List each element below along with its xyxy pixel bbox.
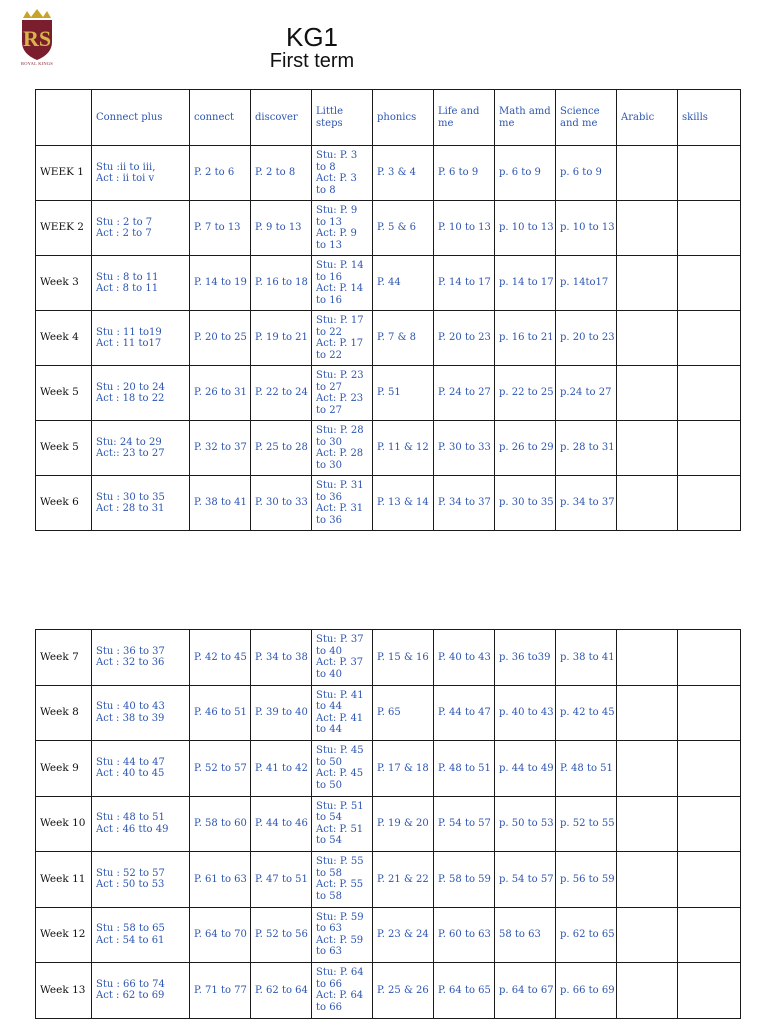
little-steps-cell-line: Stu: P. 31 [316,480,364,491]
connect-plus-cell-line: Act : 38 to 39 [96,712,165,724]
math-and-me-cell: p. 16 to 21 [495,311,556,366]
connect-plus-cell [92,963,190,1019]
little-steps-cell-line: to 16 [316,271,342,283]
connect-plus-cell-line: Act : 18 to 22 [96,393,165,404]
little-steps-cell-line: to 63 [316,946,342,958]
week-cell: WEEK 1 [36,146,92,201]
math-and-me-cell: p. 14 to 17 [495,256,556,311]
science-and-me-cell: p. 52 to 55 [556,796,617,852]
connect-cell: P. 26 to 31 [190,366,251,421]
little-steps-cell [312,852,373,908]
discover-cell: P. 41 to 42 [251,741,312,797]
table-row [36,907,741,963]
week-cell: Week 9 [36,741,92,797]
little-steps-cell-line: to 63 [316,923,342,935]
connect-plus-cell [92,311,190,366]
connect-plus-cell-line: Stu : 20 to 24 [96,381,165,393]
discover-cell: P. 25 to 28 [251,421,312,476]
little-steps-cell-line: Stu: P. 3 [316,150,358,161]
arabic-cell [617,796,678,852]
little-steps-cell-line: Act: P. 55 [316,879,364,891]
little-steps-cell [312,476,373,531]
discover-cell: P. 9 to 13 [251,201,312,256]
connect-plus-cell-line: Stu : 36 to 37 [96,645,165,657]
skills-cell [678,256,741,311]
little-steps-cell-line: to 30 [316,436,342,448]
phonics-cell: P. 51 [373,366,434,421]
phonics-cell: P. 21 & 22 [373,852,434,908]
connect-plus-cell-line: Act : 46 tto 49 [96,823,169,835]
phonics-cell: P. 65 [373,685,434,741]
phonics-cell: P. 15 & 16 [373,630,434,686]
table-row [36,963,741,1019]
skills-cell [678,366,741,421]
skills-cell [678,476,741,531]
arabic-cell [617,421,678,476]
week-cell: Week 4 [36,311,92,366]
connect-plus-cell-line: Stu : 52 to 57 [96,867,165,879]
science-and-me-cell: P. 48 to 51 [556,741,617,797]
science-and-me-cell: p. 56 to 59 [556,852,617,908]
little-steps-cell [312,366,373,421]
little-steps-cell-line: Act: P. 59 [316,934,364,946]
little-steps-cell [312,311,373,366]
skills-cell [678,741,741,797]
header-row [36,90,741,146]
little-steps-cell-line: Act: P. 14 [316,283,364,294]
little-steps-cell-line: to 13 [316,216,342,228]
phonics-cell: P. 44 [373,256,434,311]
little-steps-cell-line: Stu: P. 37 [316,634,364,646]
skills-cell [678,421,741,476]
phonics-cell: P. 23 & 24 [373,907,434,963]
table-row [36,796,741,852]
table-row [36,311,741,366]
little-steps-cell [312,421,373,476]
little-steps-cell-line: Act: P. 28 [316,448,364,459]
skills-cell [678,146,741,201]
math-and-me-cell: p. 22 to 25 [495,366,556,421]
skills-cell [678,796,741,852]
connect-cell: P. 46 to 51 [190,685,251,741]
discover-cell: P. 39 to 40 [251,685,312,741]
life-and-me-cell: P. 14 to 17 [434,256,495,311]
little-steps-cell-line: to 40 [316,645,342,657]
arabic-cell [617,366,678,421]
discover-cell: P. 22 to 24 [251,366,312,421]
school-logo [14,8,60,70]
little-steps-cell-line: to 50 [316,779,342,791]
connect-plus-cell [92,796,190,852]
skills-cell [678,963,741,1019]
discover-cell: P. 19 to 21 [251,311,312,366]
little-steps-cell [312,796,373,852]
little-steps-cell [312,685,373,741]
little-steps-cell-line: to 66 [316,978,342,990]
arabic-cell [617,630,678,686]
table-row [36,146,741,201]
connect-plus-cell [92,146,190,201]
week-cell: Week 8 [36,685,92,741]
discover-cell: P. 44 to 46 [251,796,312,852]
math-and-me-cell: p. 10 to 13 [495,201,556,256]
page-subtitle: First term [269,50,355,72]
schedule-table-top [35,89,741,531]
skills-cell [678,311,741,366]
life-and-me-cell: P. 6 to 9 [434,146,495,201]
science-and-me-cell: p. 62 to 65 [556,907,617,963]
week-cell: Week 7 [36,630,92,686]
little-steps-cell [312,741,373,797]
little-steps-cell-line: to 13 [316,239,342,251]
science-and-me-cell: p. 6 to 9 [556,146,617,201]
science-and-me-cell: p. 34 to 37 [556,476,617,531]
connect-plus-cell [92,366,190,421]
discover-cell: P. 52 to 56 [251,907,312,963]
column-header: Life and me [434,90,495,146]
crown-shield-icon [14,8,60,62]
little-steps-cell-line: to 16 [316,294,342,306]
connect-plus-cell-line: Act : 54 to 61 [96,934,165,946]
table-row [36,630,741,686]
arabic-cell [617,963,678,1019]
little-steps-cell-line: Stu: P. 17 [316,315,364,326]
skills-cell [678,852,741,908]
table-row [36,256,741,311]
little-steps-cell-line: to 22 [316,349,342,361]
connect-plus-cell-line: Act : 62 to 69 [96,990,165,1002]
connect-plus-cell-line: Stu : 2 to 7 [96,216,153,228]
connect-cell: P. 64 to 70 [190,907,251,963]
science-and-me-cell: p. 10 to 13 [556,201,617,256]
phonics-cell: P. 7 & 8 [373,311,434,366]
little-steps-cell-line: Stu: P. 59 [316,911,364,923]
connect-cell: P. 58 to 60 [190,796,251,852]
connect-cell: P. 38 to 41 [190,476,251,531]
little-steps-cell-line: Act: P. 64 [316,990,364,1002]
connect-cell: P. 7 to 13 [190,201,251,256]
logo-caption: ROYAL KINGS [21,61,53,66]
little-steps-cell-line: to 66 [316,1001,342,1013]
connect-plus-cell-line: Act : 28 to 31 [96,503,165,514]
little-steps-cell-line: to 27 [316,381,342,393]
science-and-me-cell: p.24 to 27 [556,366,617,421]
arabic-cell [617,685,678,741]
arabic-cell [617,476,678,531]
little-steps-cell-line: to 58 [316,890,342,902]
little-steps-cell-line: to 58 [316,867,342,879]
life-and-me-cell: P. 60 to 63 [434,907,495,963]
math-and-me-cell: p. 40 to 43 [495,685,556,741]
connect-cell: P. 32 to 37 [190,421,251,476]
connect-plus-cell [92,201,190,256]
science-and-me-cell: p. 38 to 41 [556,630,617,686]
column-header [36,90,92,146]
math-and-me-cell: p. 64 to 67 [495,963,556,1019]
little-steps-cell-line: to 44 [316,724,342,736]
science-and-me-cell: p. 14to17 [556,256,617,311]
column-header: skills [678,90,741,146]
little-steps-cell-line: Act: P. 51 [316,823,364,835]
schedule-table-bottom [35,629,741,1019]
skills-cell [678,907,741,963]
connect-cell: P. 2 to 6 [190,146,251,201]
table-row [36,421,741,476]
week-cell: Week 10 [36,796,92,852]
life-and-me-cell: P. 58 to 59 [434,852,495,908]
connect-cell: P. 14 to 19 [190,256,251,311]
arabic-cell [617,146,678,201]
table-row [36,201,741,256]
life-and-me-cell: P. 10 to 13 [434,201,495,256]
skills-cell [678,630,741,686]
little-steps-cell [312,256,373,311]
little-steps-cell-line: Stu: P. 45 [316,745,364,757]
connect-plus-cell [92,256,190,311]
connect-cell: P. 71 to 77 [190,963,251,1019]
connect-plus-cell-line: Stu: 24 to 29 [96,436,162,448]
connect-plus-cell-line: Act : 32 to 36 [96,657,165,669]
life-and-me-cell: P. 30 to 33 [434,421,495,476]
little-steps-cell-line: to 54 [316,812,342,824]
connect-cell: P. 42 to 45 [190,630,251,686]
connect-plus-cell-line: Stu : 44 to 47 [96,756,165,768]
little-steps-cell-line: Act: P. 17 [316,338,364,349]
svg-text:RS: RS [22,26,52,51]
connect-plus-cell-line: Act : ii toi v [96,173,155,184]
week-cell: Week 5 [36,366,92,421]
connect-plus-cell-line: Stu : 11 to19 [96,326,162,338]
connect-plus-cell-line: Stu : 30 to 35 [96,491,165,503]
table-row [36,852,741,908]
connect-cell: P. 52 to 57 [190,741,251,797]
discover-cell: P. 62 to 64 [251,963,312,1019]
phonics-cell: P. 11 & 12 [373,421,434,476]
connect-plus-cell-line: Stu : 48 to 51 [96,812,165,824]
skills-cell [678,201,741,256]
little-steps-cell [312,201,373,256]
math-and-me-cell: p. 6 to 9 [495,146,556,201]
life-and-me-cell: P. 64 to 65 [434,963,495,1019]
little-steps-cell-line: to 50 [316,756,342,768]
discover-cell: P. 2 to 8 [251,146,312,201]
table-row [36,741,741,797]
life-and-me-cell: P. 44 to 47 [434,685,495,741]
math-and-me-cell: p. 36 to39 [495,630,556,686]
column-header: Connect plus [92,90,190,146]
little-steps-cell-line: Act: P. 31 [316,503,364,514]
week-cell: Week 3 [36,256,92,311]
connect-plus-cell [92,741,190,797]
column-header: discover [251,90,312,146]
week-cell: Week 6 [36,476,92,531]
arabic-cell [617,907,678,963]
phonics-cell: P. 17 & 18 [373,741,434,797]
discover-cell: P. 47 to 51 [251,852,312,908]
little-steps-cell-line: Stu: P. 55 [316,856,364,868]
table-row [36,685,741,741]
math-and-me-cell: p. 44 to 49 [495,741,556,797]
connect-plus-cell-line: Act : 11 to17 [96,338,162,349]
connect-plus-cell [92,907,190,963]
life-and-me-cell: P. 34 to 37 [434,476,495,531]
connect-plus-cell-line: Stu : 8 to 11 [96,271,159,283]
phonics-cell: P. 3 & 4 [373,146,434,201]
math-and-me-cell: 58 to 63 [495,907,556,963]
discover-cell: P. 16 to 18 [251,256,312,311]
connect-cell: P. 20 to 25 [190,311,251,366]
week-cell: Week 5 [36,421,92,476]
little-steps-cell-line: Act: P. 41 [316,712,364,724]
little-steps-cell [312,146,373,201]
life-and-me-cell: P. 40 to 43 [434,630,495,686]
column-header: Math amd me [495,90,556,146]
connect-cell: P. 61 to 63 [190,852,251,908]
little-steps-cell-line: to 44 [316,701,342,713]
week-cell: WEEK 2 [36,201,92,256]
science-and-me-cell: p. 66 to 69 [556,963,617,1019]
connect-plus-cell-line: Act : 2 to 7 [96,228,152,239]
column-header: Little steps [312,90,373,146]
skills-cell [678,685,741,741]
little-steps-cell-line: to 40 [316,668,342,680]
phonics-cell: P. 5 & 6 [373,201,434,256]
little-steps-cell [312,963,373,1019]
connect-plus-cell-line: Stu : 58 to 65 [96,923,165,935]
discover-cell: P. 30 to 33 [251,476,312,531]
math-and-me-cell: p. 54 to 57 [495,852,556,908]
phonics-cell: P. 25 & 26 [373,963,434,1019]
math-and-me-cell: p. 50 to 53 [495,796,556,852]
life-and-me-cell: P. 48 to 51 [434,741,495,797]
phonics-cell: P. 19 & 20 [373,796,434,852]
science-and-me-cell: p. 42 to 45 [556,685,617,741]
little-steps-cell-line: to 30 [316,459,342,471]
math-and-me-cell: p. 26 to 29 [495,421,556,476]
arabic-cell [617,741,678,797]
phonics-cell: P. 13 & 14 [373,476,434,531]
little-steps-cell-line: to 22 [316,326,342,338]
connect-plus-cell-line: Stu :ii to iii, [96,161,156,173]
column-header: Arabic [617,90,678,146]
discover-cell: P. 34 to 38 [251,630,312,686]
little-steps-cell-line: to 36 [316,491,342,503]
arabic-cell [617,311,678,366]
little-steps-cell-line: to 8 [316,184,336,196]
connect-plus-cell [92,852,190,908]
column-header: Science and me [556,90,617,146]
connect-plus-cell [92,630,190,686]
week-cell: Week 11 [36,852,92,908]
science-and-me-cell: p. 28 to 31 [556,421,617,476]
science-and-me-cell: p. 20 to 23 [556,311,617,366]
little-steps-cell-line: Stu: P. 28 [316,425,364,436]
little-steps-cell-line: to 54 [316,835,342,847]
table-row [36,366,741,421]
connect-plus-cell-line: Stu : 66 to 74 [96,978,165,990]
life-and-me-cell: P. 24 to 27 [434,366,495,421]
column-header: phonics [373,90,434,146]
little-steps-cell-line: to 8 [316,161,336,173]
arabic-cell [617,201,678,256]
table-row [36,476,741,531]
little-steps-cell-line: Stu: P. 51 [316,800,364,812]
little-steps-cell-line: Act: P. 9 [316,228,357,239]
connect-plus-cell-line: Act : 50 to 53 [96,879,165,891]
connect-plus-cell [92,421,190,476]
arabic-cell [617,256,678,311]
little-steps-cell [312,907,373,963]
life-and-me-cell: P. 20 to 23 [434,311,495,366]
life-and-me-cell: P. 54 to 57 [434,796,495,852]
connect-plus-cell-line: Act:: 23 to 27 [96,448,165,459]
connect-plus-cell [92,685,190,741]
little-steps-cell-line: Stu: P. 14 [316,260,364,271]
page-title: KG1 [285,22,339,52]
little-steps-cell-line: Stu: P. 9 [316,205,358,216]
column-header: connect [190,90,251,146]
little-steps-cell-line: Act: P. 37 [316,657,364,669]
math-and-me-cell: p. 30 to 35 [495,476,556,531]
connect-plus-cell [92,476,190,531]
little-steps-cell-line: Stu: P. 23 [316,370,364,381]
little-steps-cell-line: Act: P. 45 [316,768,364,780]
little-steps-cell-line: to 36 [316,514,342,526]
week-cell: Week 13 [36,963,92,1019]
connect-plus-cell-line: Act : 8 to 11 [96,283,159,294]
connect-plus-cell-line: Stu : 40 to 43 [96,701,165,713]
week-cell: Week 12 [36,907,92,963]
little-steps-cell-line: Stu: P. 41 [316,689,364,701]
little-steps-cell-line: Act: P. 3 [316,173,357,184]
connect-plus-cell-line: Act : 40 to 45 [96,768,165,780]
little-steps-cell [312,630,373,686]
little-steps-cell-line: Act: P. 23 [316,393,364,404]
arabic-cell [617,852,678,908]
little-steps-cell-line: Stu: P. 64 [316,967,364,979]
little-steps-cell-line: to 27 [316,404,342,416]
